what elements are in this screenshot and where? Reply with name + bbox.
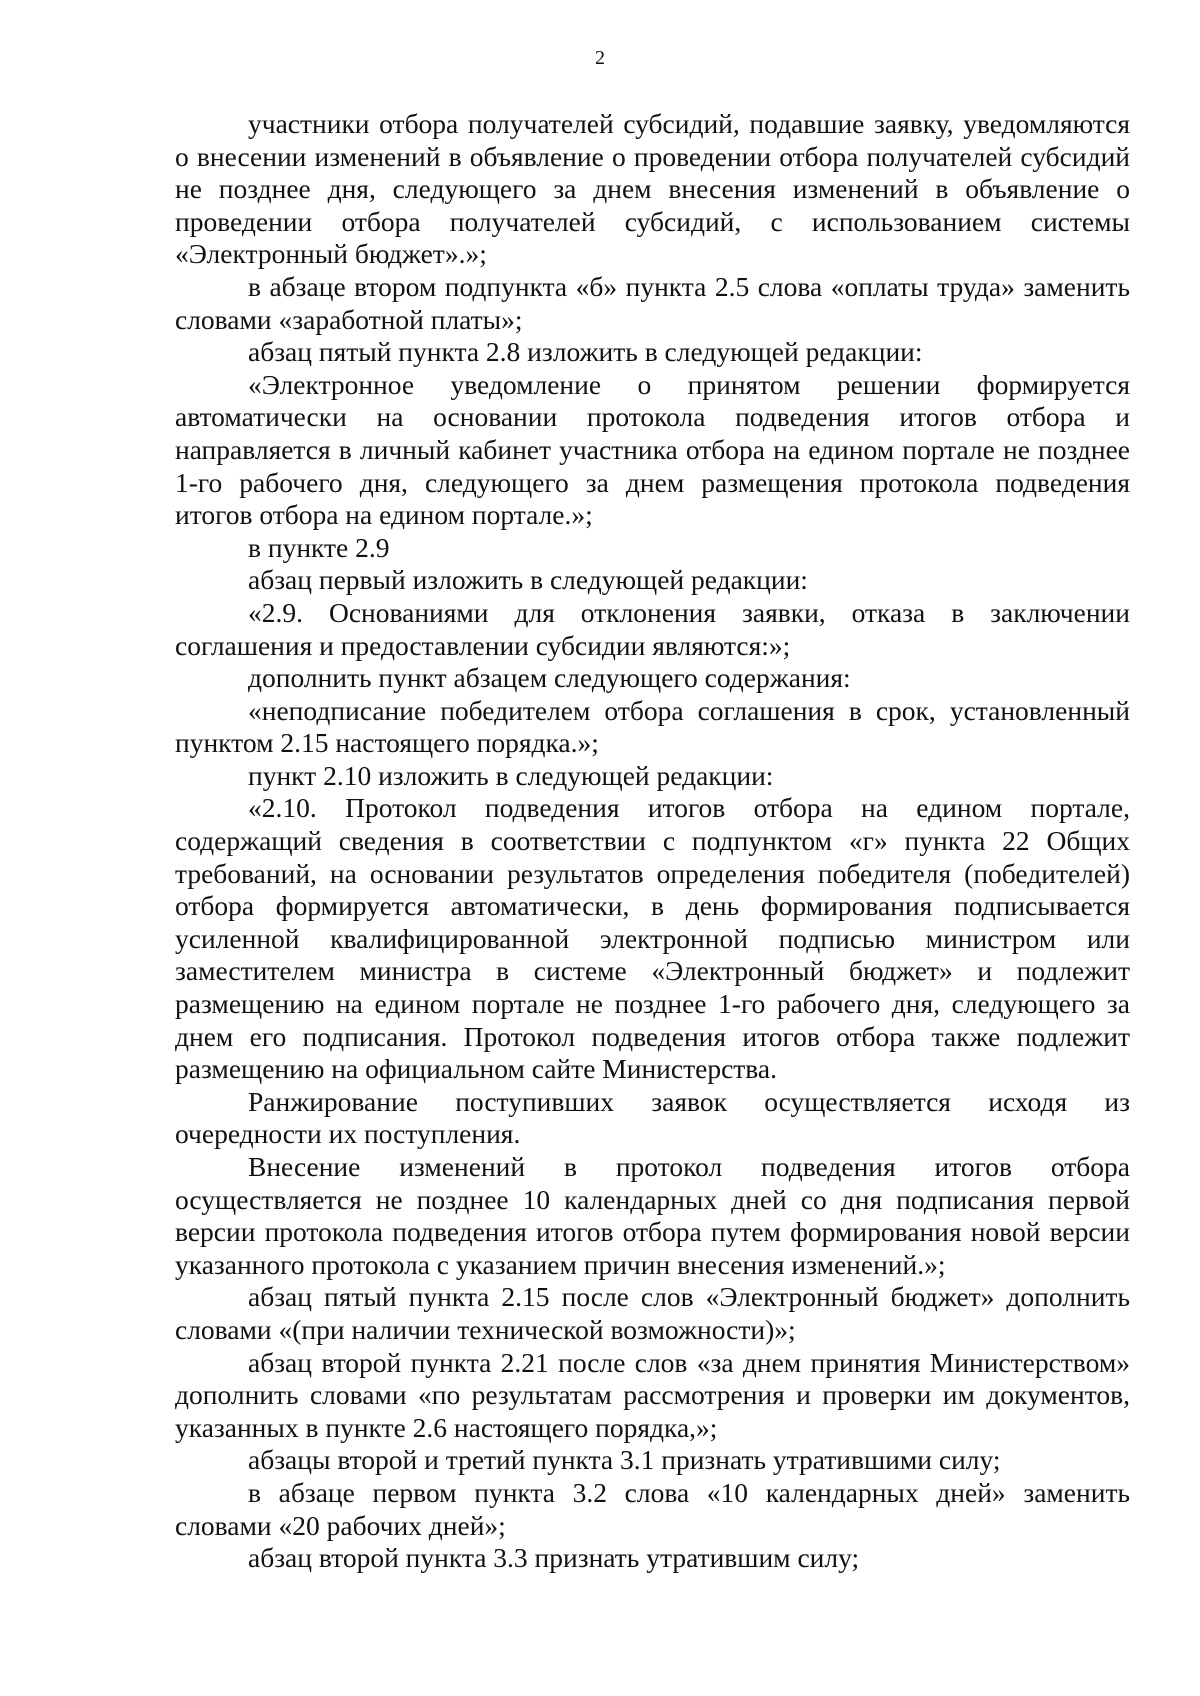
paragraph: «неподписание победителем отбора соглашения в срок, установленный пунктом 2.15 настоящего порядка.»; [175,694,1130,759]
paragraph: участники отбора получателей субсидий, подавшие заявку, уведомляются о внесении изменений в объявление о проведении отбора получателей субсидий не позднее дня, следующего за днем внесения изменений в объявление о проведении отбора получателей субсидий, с использованием системы «Электронный бюджет».»; [175,108,1130,270]
paragraph: абзац пятый пункта 2.15 после слов «Электронный бюджет» дополнить словами «(при наличии технической возможности)»; [175,1281,1130,1345]
paragraph: дополнить пункт абзацем следующего содержания: [248,662,851,694]
paragraph: абзац первый изложить в следующей редакции: [248,564,808,596]
paragraph: в пункте 2.9 [248,531,390,563]
paragraph: в абзаце втором подпункта «б» пункта 2.5 слова «оплаты труда» заменить словами «заработной платы»; [175,270,1130,335]
paragraph: абзац второй пункта 2.21 после слов «за днем принятия Министерством» дополнить словами «по результатам рассмотрения и проверки им документов, указанных в пункте 2.6 настоящего порядка,»; [175,1346,1130,1443]
paragraph: Ранжирование поступивших заявок осуществляется исходя из очередности их поступления. [175,1085,1130,1150]
paragraph: абзац второй пункта 3.3 признать утратившим силу; [248,1542,860,1574]
page-number: 2 [595,47,605,69]
paragraph: Внесение изменений в протокол подведения итогов отбора осуществляется не позднее 10 календарных дней со дня подписания первой версии протокола подведения итогов отбора путем формирования новой версии указанного протокола с указанием причин внесения изменений.»; [175,1151,1130,1280]
paragraph: «Электронное уведомление о принятом решении формируется автоматически на основании протокола подведения итогов отбора и направляется в личный кабинет участника отбора на едином портале не позднее 1-го рабочего дня, следующего за днем размещения протокола подведения итогов отбора на едином портале.»; [175,368,1130,531]
paragraph: абзацы второй и третий пункта 3.1 признать утратившими силу; [248,1444,1001,1476]
paragraph: «2.9. Основаниями для отклонения заявки, отказа в заключении соглашения и предоставлении субсидии являются:»; [175,596,1130,661]
paragraph: в абзаце первом пункта 3.2 слова «10 календарных дней» заменить словами «20 рабочих дней»; [175,1476,1130,1541]
paragraph: абзац пятый пункта 2.8 изложить в следующей редакции: [248,336,923,368]
paragraph: «2.10. Протокол подведения итогов отбора на едином портале, содержащий сведения в соответствии с подпунктом «г» пункта 22 Общих требований, на основании результатов определения победителя (победителей) отбора формируется автоматически, в день формирования подписывается усиленной квалифицированной электронной подписью министром или заместителем министра в системе «Электронный бюджет» и подлежит размещению на едином портале не позднее 1-го рабочего дня, следующего за днем его подписания. Протокол подведения итогов отбора также подлежит размещению на официальном сайте Министерства. [175,792,1130,1085]
document-body [175,108,1130,1575]
paragraph: пункт 2.10 изложить в следующей редакции: [248,759,774,791]
